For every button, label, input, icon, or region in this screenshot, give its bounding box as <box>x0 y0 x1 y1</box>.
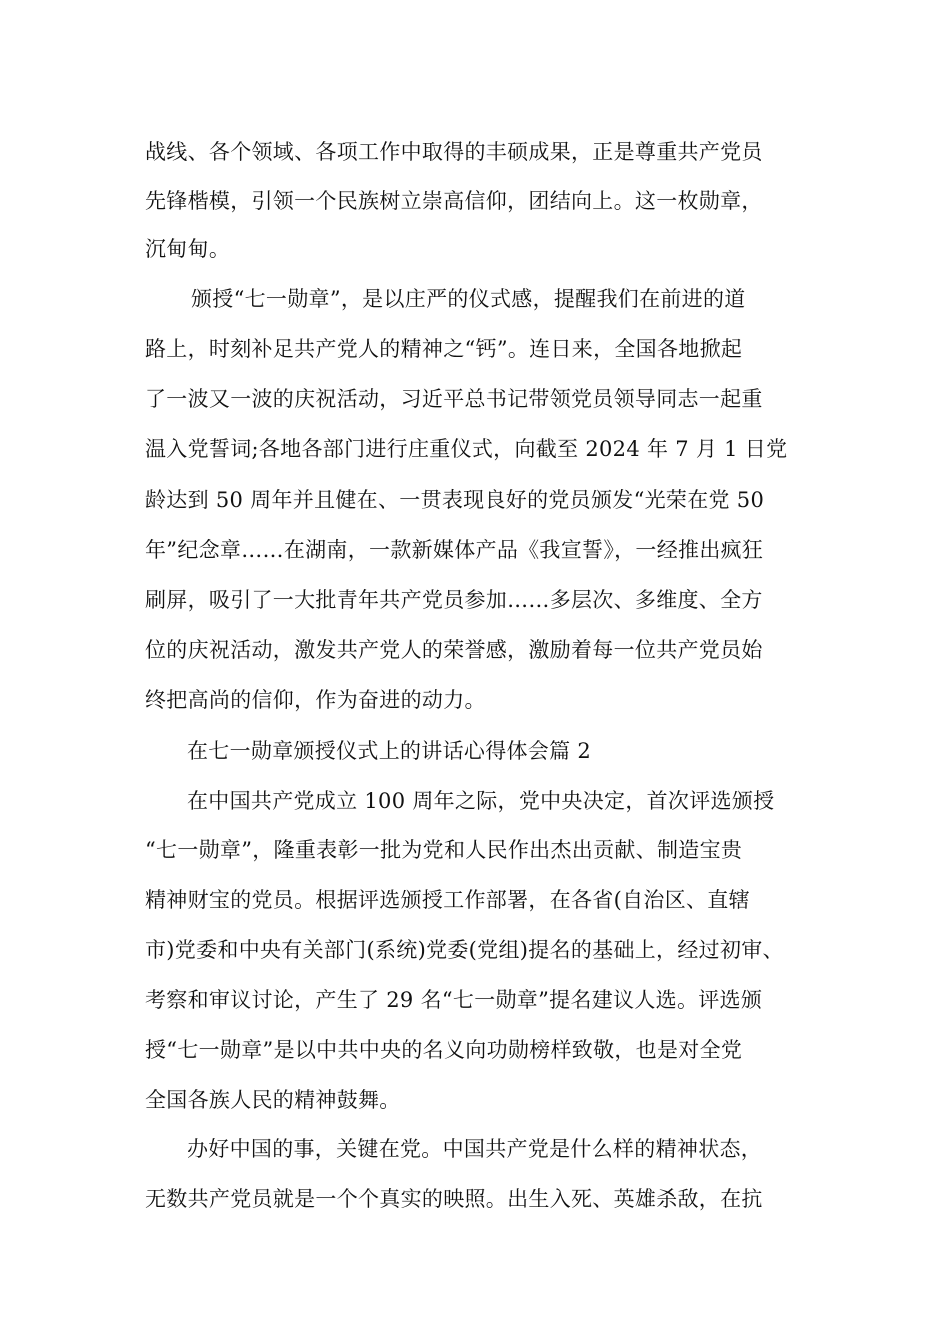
text-line: 精神财宝的党员。根据评选颁授工作部署，在各省(自治区、直辖 <box>145 888 750 912</box>
section-heading-text: 在七一勋章颁授仪式上的讲话心得体会篇 2 <box>187 739 592 763</box>
text-line: 全国各族人民的精神鼓舞。 <box>145 1088 401 1112</box>
text-line: 温入党誓词;各地各部门进行庄重仪式，向截至 2024 年 7 月 1 日党 <box>145 437 788 461</box>
text-line: 刷屏，吸引了一大批青年共产党员参加……多层次、多维度、全方 <box>145 588 763 612</box>
text-line: 龄达到 50 周年并且健在、一贯表现良好的党员颁发“光荣在党 50 <box>145 488 765 512</box>
text-line: 办好中国的事，关键在党。中国共产党是什么样的精神状态， <box>187 1137 763 1161</box>
text-line: 市)党委和中央有关部门(系统)党委(党组)提名的基础上，经过初审、 <box>145 938 784 962</box>
text-line: 考察和审议讨论，产生了 29 名“七一勋章”提名建议人选。评选颁 <box>145 988 763 1012</box>
text-line: 沉甸甸。 <box>145 237 231 261</box>
text-line: 战线、各个领域、各项工作中取得的丰硕成果，正是尊重共产党员 <box>145 140 763 164</box>
text-line: “七一勋章”，隆重表彰一批为党和人民作出杰出贡献、制造宝贵 <box>145 838 743 862</box>
text-line: 在中国共产党成立 100 周年之际，党中央决定，首次评选颁授 <box>187 789 775 813</box>
text-line: 位的庆祝活动，激发共产党人的荣誉感，激励着每一位共产党员始 <box>145 638 763 662</box>
text-line: 先锋楷模，引领一个民族树立崇高信仰，团结向上。这一枚勋章， <box>145 189 763 213</box>
text-line: 终把高尚的信仰，作为奋进的动力。 <box>145 688 486 712</box>
text-line: 了一波又一波的庆祝活动，习近平总书记带领党员领导同志一起重 <box>145 387 763 411</box>
text-line: 授“七一勋章”是以中共中央的名义向功勋榜样致敬，也是对全党 <box>145 1038 743 1062</box>
text-line: 无数共产党员就是一个个真实的映照。出生入死、英雄杀敌，在抗 <box>145 1187 763 1211</box>
text-line: 年”纪念章……在湖南，一款新媒体产品《我宣誓》，一经推出疯狂 <box>145 538 764 562</box>
text-line: 路上，时刻补足共产党人的精神之“钙”。连日来，全国各地掀起 <box>145 337 743 361</box>
text-line: 颁授“七一勋章”，是以庄严的仪式感，提醒我们在前进的道 <box>191 287 746 311</box>
